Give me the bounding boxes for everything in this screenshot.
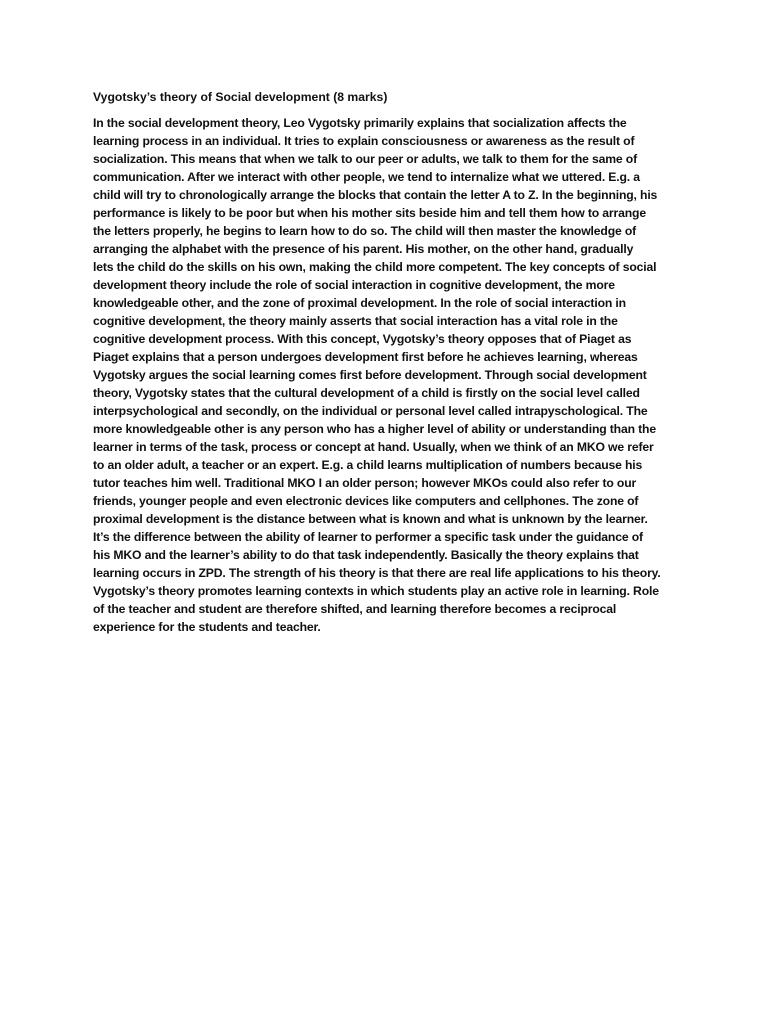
body-line: socialization. This means that when we talk to our peer or adults, we talk to them for the same of bbox=[93, 152, 638, 166]
body-line: his MKO and the learner’s ability to do that task independently. Basically the theory explains that bbox=[93, 548, 639, 562]
document-content bbox=[93, 88, 675, 636]
body-line: cognitive development, the theory mainly asserts that social interaction has a vital role in the bbox=[93, 314, 618, 328]
body-line: tutor teaches him well. Traditional MKO I an older person; however MKOs could also refer to our bbox=[93, 476, 637, 490]
body-line: performance is likely to be poor but when his mother sits beside him and tell them how to arrange bbox=[93, 206, 646, 220]
body-line: learning process in an individual. It tries to explain consciousness or awareness as the result of bbox=[93, 134, 635, 148]
body-line: lets the child do the skills on his own, making the child more competent. The key concepts of social bbox=[93, 260, 657, 274]
body-line: theory, Vygotsky states that the cultural development of a child is firstly on the social level called bbox=[93, 386, 640, 400]
body-line: experience for the students and teacher. bbox=[93, 620, 321, 634]
body-line: development theory include the role of social interaction in cognitive development, the more bbox=[93, 278, 615, 292]
body-line: It’s the difference between the ability of learner to performer a specific task under the guidance of bbox=[93, 530, 643, 544]
body-line: In the social development theory, Leo Vygotsky primarily explains that socialization affects the bbox=[93, 116, 627, 130]
body-line: Vygotsky’s theory promotes learning contexts in which students play an active role in learning. Role bbox=[93, 584, 659, 598]
body-line: learner in terms of the task, process or concept at hand. Usually, when we think of an MKO we refer bbox=[93, 440, 654, 454]
body-line: interpsychological and secondly, on the individual or personal level called intrapyschological. The bbox=[93, 404, 648, 418]
body-line: to an older adult, a teacher or an expert. E.g. a child learns multiplication of numbers because his bbox=[93, 458, 643, 472]
body-line: arranging the alphabet with the presence of his parent. His mother, on the other hand, gradually bbox=[93, 242, 634, 256]
body-line: more knowledgeable other is any person who has a higher level of ability or understanding than the bbox=[93, 422, 656, 436]
body-line: proximal development is the distance between what is known and what is unknown by the learner. bbox=[93, 512, 648, 526]
body-line: friends, younger people and even electronic devices like computers and cellphones. The zone of bbox=[93, 494, 639, 508]
body-line: child will try to chronologically arrange the blocks that contain the letter A to Z. In the beginning, his bbox=[93, 188, 658, 202]
body-line: communication. After we interact with other people, we tend to internalize what we uttered. E.g. a bbox=[93, 170, 640, 184]
body-line: knowledgeable other, and the zone of proximal development. In the role of social interaction in bbox=[93, 296, 626, 310]
document-body bbox=[93, 114, 675, 636]
body-line: Vygotsky argues the social learning comes first before development. Through social development bbox=[93, 368, 647, 382]
body-line: learning occurs in ZPD. The strength of his theory is that there are real life applications to his theory. bbox=[93, 566, 661, 580]
body-line: Piaget explains that a person undergoes development first before he achieves learning, whereas bbox=[93, 350, 638, 364]
document-title: Vygotsky’s theory of Social development (8 marks) bbox=[93, 90, 388, 104]
body-line: cognitive development process. With this concept, Vygotsky’s theory opposes that of Piaget as bbox=[93, 332, 632, 346]
body-line: of the teacher and student are therefore shifted, and learning therefore becomes a reciprocal bbox=[93, 602, 617, 616]
body-line: the letters properly, he begins to learn how to do so. The child will then master the knowledge of bbox=[93, 224, 637, 238]
